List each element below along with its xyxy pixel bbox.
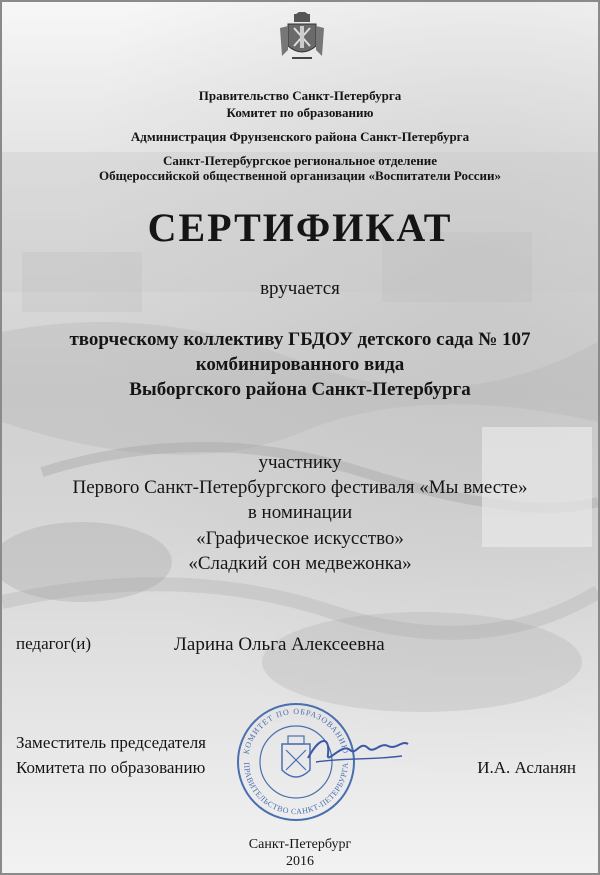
header-branch: Санкт-Петербургское региональное отделение (163, 153, 437, 168)
nomination-category: «Графическое искусство» (196, 528, 404, 549)
header-government: Правительство Санкт-Петербурга (198, 88, 402, 103)
recipient-line-3: Выборгского района Санкт-Петербурга (129, 379, 471, 400)
signatory-title-line-2: Комитета по образованию (16, 758, 206, 777)
work-title: «Сладкий сон медвежонка» (188, 553, 412, 574)
recipient-line-1: творческому коллективу ГБДОУ детского сада № 107 (69, 329, 531, 350)
signatory-title-line-1: Заместитель председателя (16, 733, 206, 752)
signatory-name: И.А. Асланян (477, 758, 576, 777)
svg-text:КОМИТЕТ ПО ОБРАЗОВАНИЮ: КОМИТЕТ ПО ОБРАЗОВАНИЮ (241, 706, 351, 756)
festival-name: Первого Санкт-Петербургского фестиваля «Мы вместе» (72, 477, 528, 498)
participant-text: участнику (258, 452, 342, 473)
header-administration: Администрация Фрунзенского района Санкт-Петербурга (130, 129, 470, 144)
svg-text:ПРАВИТЕЛЬСТВО САНКТ-ПЕТЕРБУРГА: ПРАВИТЕЛЬСТВО САНКТ-ПЕТЕРБУРГА (241, 761, 351, 817)
coat-of-arms-emblem (278, 12, 326, 64)
certificate-title: СЕРТИФИКАТ (147, 205, 453, 250)
signature-handwritten (302, 728, 412, 772)
nomination-label: в номинации (247, 502, 353, 523)
footer-city: Санкт-Петербург (248, 837, 352, 852)
teacher-name: Ларина Ольга Алексеевна (174, 634, 385, 655)
teacher-label: педагог(и) (16, 634, 92, 653)
footer-year: 2016 (286, 854, 314, 869)
awarded-text: вручается (260, 278, 340, 299)
header-committee: Комитет по образованию (226, 105, 374, 120)
header-organization: Общероссийской общественной организации «Воспитатели России» (98, 168, 502, 183)
recipient-line-2: комбинированного вида (195, 354, 405, 375)
